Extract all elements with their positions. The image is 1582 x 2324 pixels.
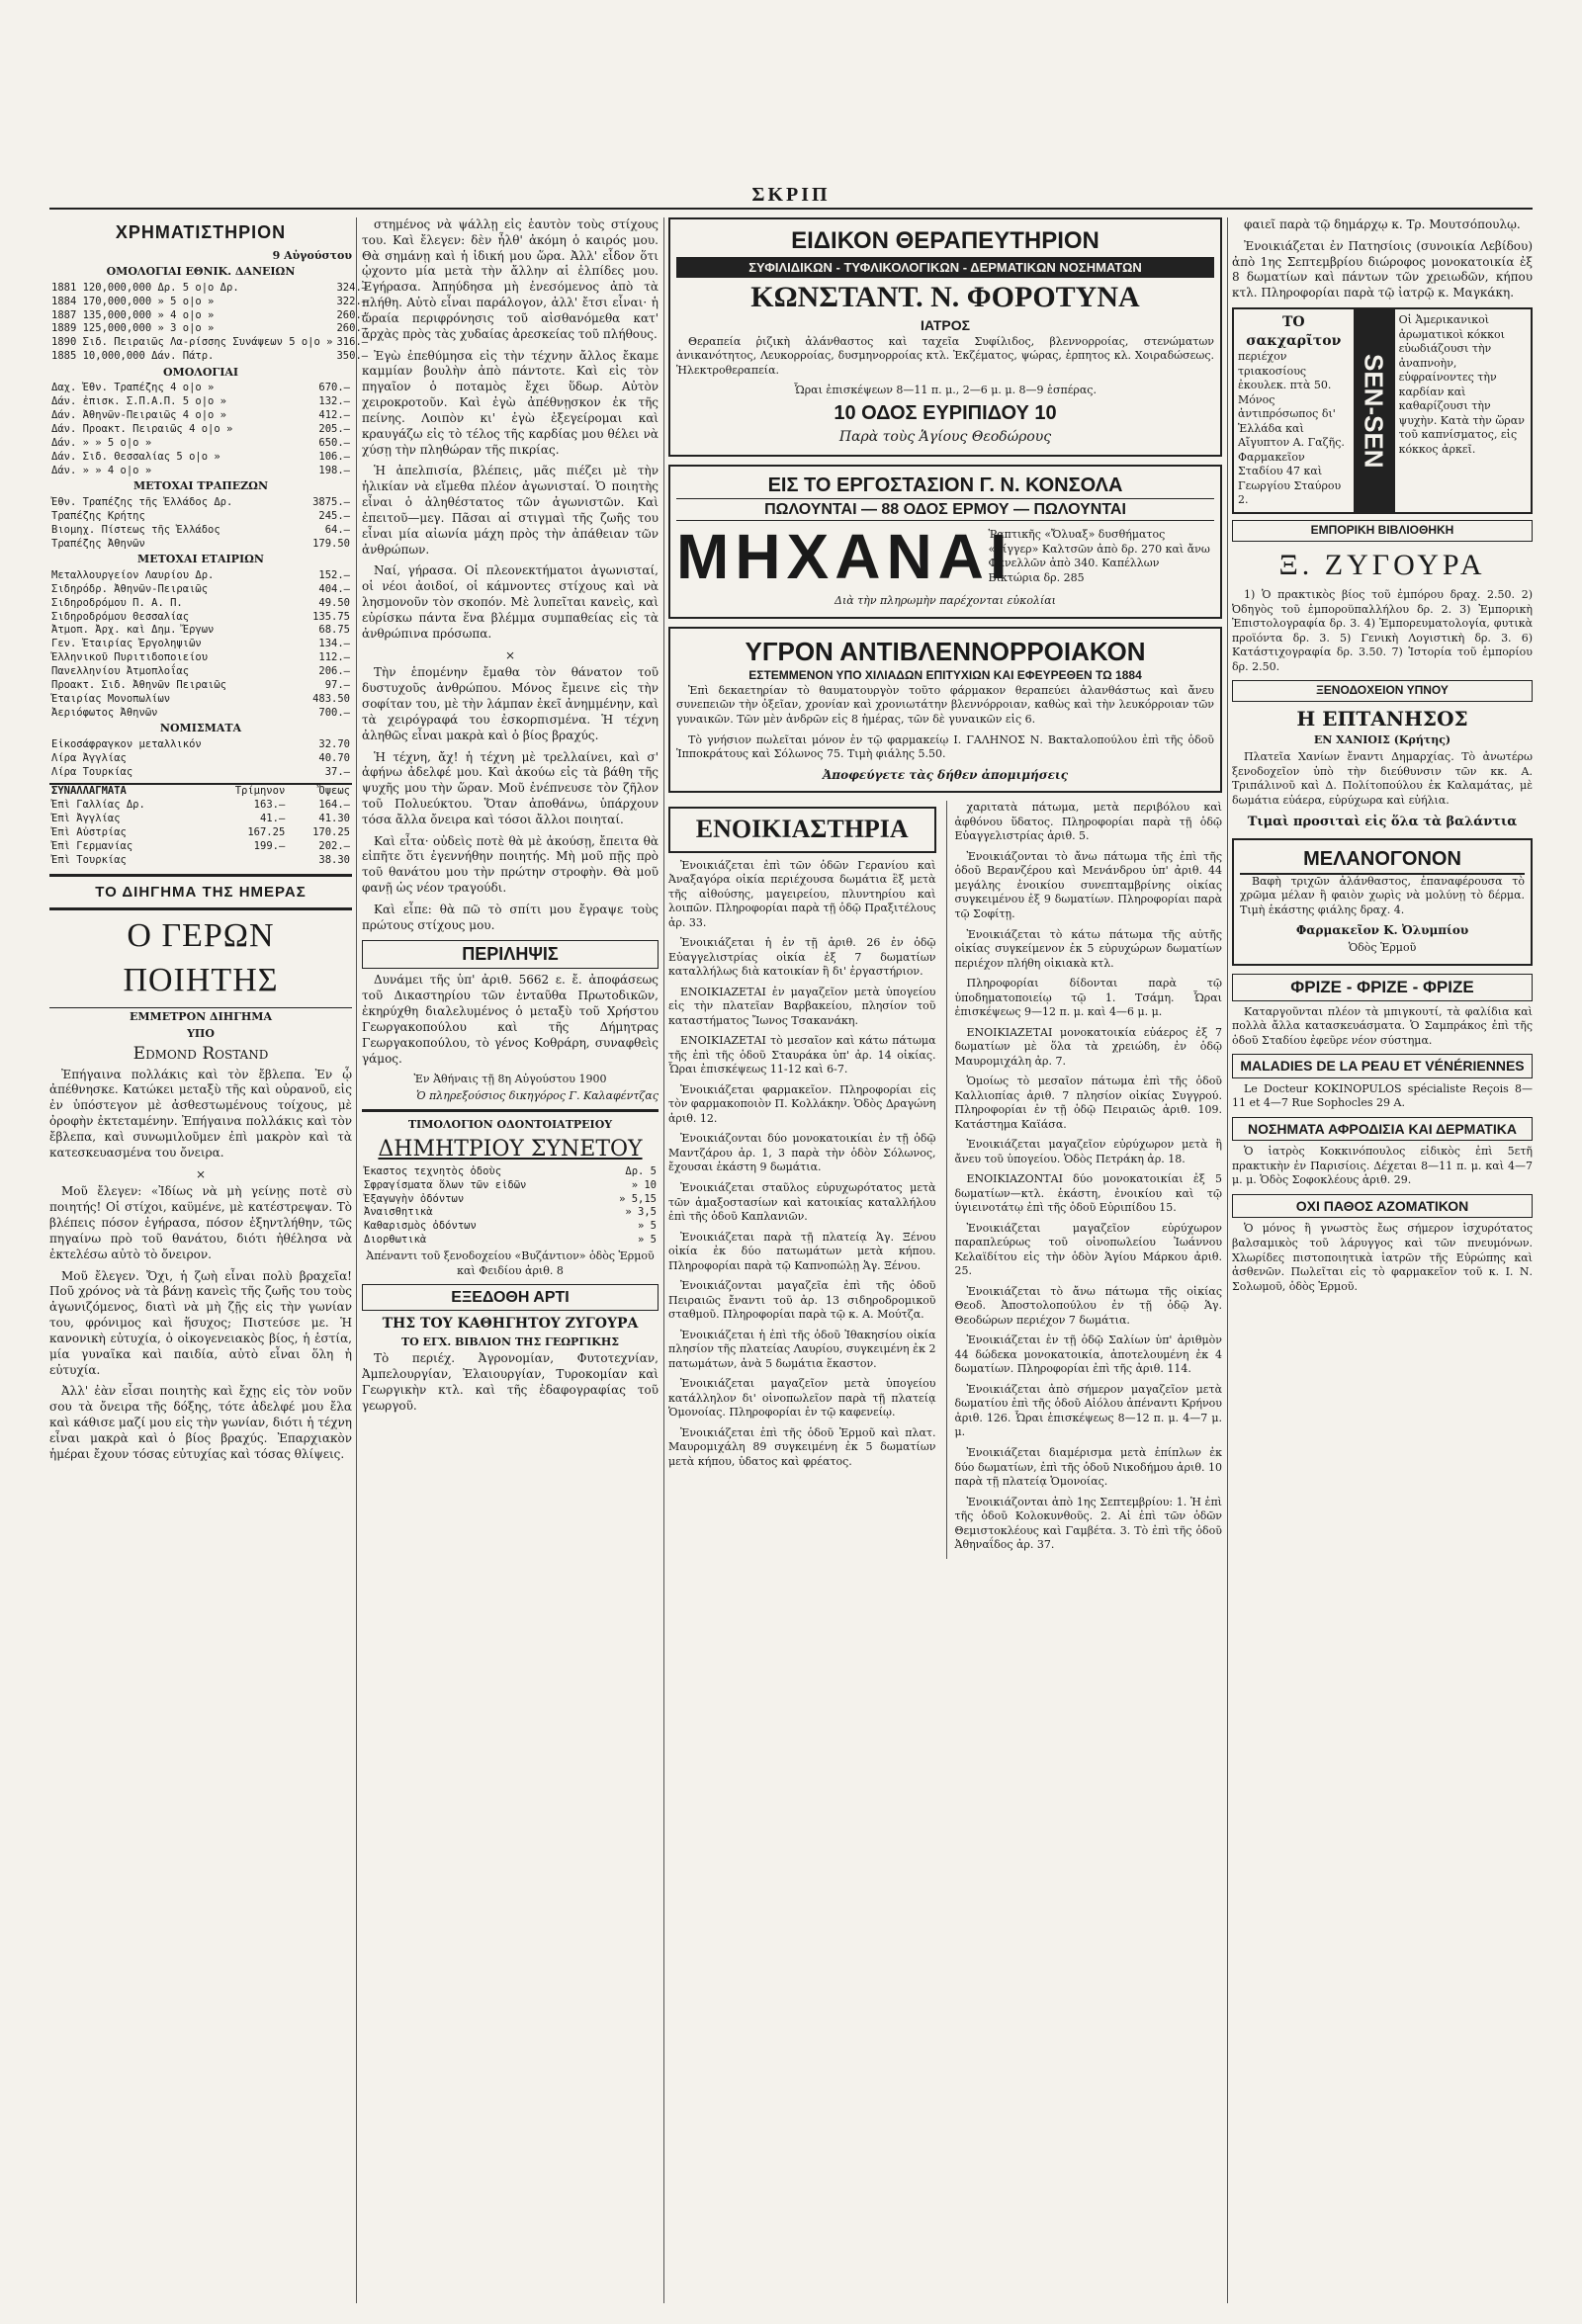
bond-row-cell: 670.— [318, 382, 350, 394]
hotel-name: Η ΕΠΤΑΝΗΣΟΣ [1296, 707, 1468, 732]
top-rule [49, 208, 1533, 210]
loan-row-cell: 260.— [336, 308, 369, 321]
ink-address: Ὁδὸς Ἑρμοῦ [1348, 940, 1417, 954]
bank-row-cell: 64.— [324, 523, 350, 536]
tariff-row-cell: » 5 [638, 1234, 657, 1247]
remedy-warning: Ἀποφεύγετε τὰς δήθεν ἀπομιμήσεις [822, 767, 1069, 782]
loan-row [49, 322, 370, 336]
clinic-ad [668, 217, 1222, 457]
loan-row [49, 309, 370, 323]
column-classifieds [1232, 217, 1533, 2303]
story-paragraph: Ἐγὼ ἐπεθύμησα εἰς τὴν τέχνην ἄλλος ἔκαμε καμμίαν βουλὴν ἀπὸ πάντοτε. Καὶ εἰς τὸν πηγαῖον ὁ ποταμὸς ἔχει ὕδωρ. Αὐτὸν χειροκροτοῦν. Καὶ ἐγὼ ἀπέθνῃσκον ἐκ τῆς πείνης. Λοιπὸν κι' ἐγὼ ἐξεγείρομαι καὶ κραυγάζω εἰς τὸ τέλος τῆς καρδίας μου θέλει νὰ χύσῃ τὴν πληθώραν τῆς πικρίας. [362, 348, 659, 457]
loan-row [49, 282, 370, 296]
tariff-row [362, 1206, 659, 1220]
loan-row-cell: 350.— [336, 350, 369, 363]
company-row-cell: 49.50 [318, 596, 350, 609]
rental-listing: Ὁμοίως τὸ μεσαῖον πάτωμα ἐπὶ τῆς ὁδοῦ Καλλιοπίας ἀριθ. 7 πλησίον οἰκίας Συγγρού. Πληροφορίαι ἐν τῇ ὁδῷ Πειραιῶς ἀριθ. 109. Κατάστημα Καϊάσα. [954, 1075, 1222, 1131]
rental-listing: ΕΝΟΙΚΙΑΖΕΤΑΙ μονοκατοικία εὐάερος ἐξ 7 δωματίων μὲ ὅλα τὰ χρειώδη, ἐν ὁδῷ Μαυρομιχάλη ἀρ. 7. [954, 1025, 1222, 1068]
exchange-row-cell [203, 854, 287, 868]
loan-row-cell: 1890 Σιδ. Πειραιῶς Λα-ρίσσης Συνάψεων 5 ο|ο » [51, 336, 333, 349]
tariff-row-cell: Ἀναισθητικὰ [364, 1206, 433, 1219]
story-title: Ο ΓΕΡΩΝ ΠΟΙΗΤΗΣ [49, 907, 352, 1008]
bond-row-cell: Δάν. ἐπισκ. Σ.Π.Α.Π. 5 ο|ο » [51, 395, 227, 408]
coin-row [49, 766, 352, 780]
company-row [49, 583, 352, 597]
loan-row-cell: 324.— [336, 281, 369, 294]
story-author: Edmond Rostand [132, 1044, 269, 1065]
company-row-cell: 134.— [318, 638, 350, 650]
company-row-cell: Σιδηροδρόμου Π. Α. Π. [51, 596, 183, 609]
sen-right-body: Οἱ Ἀμερικανικοὶ ἀρωματικοὶ κόκκοι εὐωδιάζουσι τὴν ἀναπνοὴν, εὐφραίνοντες τὴν καρδίαν καὶ καθαρίζουσι τὴν ψυχὴν. Κατὰ τὴν ὥραν τοῦ καπνίσματος, εἰς κόκκος ἀρκεῖ. [1398, 313, 1525, 456]
company-row [49, 707, 352, 721]
banks-table [49, 496, 352, 551]
clinic-body: Θεραπεία ῥιζικὴ ἀλάνθαστος καὶ ταχεῖα Συφίλιδος, βλεννορροίας, στενώματων ἀνικανότητος, Λευκορροίας, δυσμηνορροίας κτλ. Ἐκζέματος, ψώρας, ἑρπητος κλ. Χοιραδώσεως. Ἡλεκτροθεραπεία. [676, 334, 1214, 377]
coin-row-cell: 37.— [324, 765, 350, 778]
tariff-row [362, 1234, 659, 1248]
company-row-cell: 700.— [318, 706, 350, 719]
rental-listing: ΕΝΟΙΚΙΑΖΟΝΤΑΙ δύο μονοκατοικίαι ἐξ 5 δωματίων—κτλ. ἑκάστη, ἐνοικίου καὶ τῷ ὑγιεινοτάτῳ ἐπὶ τῆς ὁδοῦ Εὐριπίδου 15. [954, 1172, 1222, 1215]
company-row-cell: 152.— [318, 568, 350, 581]
asthma-body: Ὁ μόνος ἢ γνωστὸς ἔως σήμερον ἰσχυρότατος βαλσαμικὸς τοῦ λάρυγγος καὶ τῶν πνευμόνων. Χλωρίδες πιστοποιητικὰ ἰατρῶν τῆς Εὐρώπης καὶ ἀσθενῶν. Πωλεῖται εἰς τὸ φαρμακεῖον τοῦ κ. Ι. Ν. Σολωμοῦ, ὁδὸς Ἑρμοῦ. [1232, 1222, 1533, 1293]
sen-left-title: ΤΟ σακχαρῖτον [1246, 314, 1342, 349]
ink-pharmacy: Φαρμακεῖον Κ. Ὀλυμπίου [1295, 923, 1469, 938]
ink-title: ΜΕΛΑΝΟΓΟΝΟΝ [1240, 846, 1525, 874]
masthead-title: ΣΚΡΙΠ [751, 184, 831, 206]
bond-row [49, 423, 352, 437]
exchange-row [49, 813, 352, 826]
book-body: Τὸ περιέχ. Ἀγρονομίαν, Φυτοτεχνίαν, Ἀμπελουργίαν, Ἐλαιουργίαν, Τυροκομίαν καὶ Γεωργικὴν κτλ. καὶ τῆς ἐδαφογραφίας τοῦ γεωργοῦ. [362, 1351, 659, 1413]
tariff-row [362, 1193, 659, 1207]
rental-listing: Ἐνοικιάζεται ἐν τῇ ὁδῷ Σαλίων ὑπ' ἀριθμὸν 44 δώδεκα μονοκατοικία, ἀποτελουμένη ἐκ 4 δωματίων. Πληροφορίαι ἐπὶ τῆς ἀριθ. 114. [954, 1334, 1222, 1376]
company-row-cell: Γεν. Ἑταιρίας Ἐργοληψιῶν [51, 638, 202, 650]
rental-listing: Ἐνοικιάζεται ἀπὸ σήμερον μαγαζεῖον μετὰ δωματίου ἐπὶ τῆς ὁδοῦ Αἰόλου ἀπέναντι Κρήνου ἀριθ. 126. Ὧραι ἐπισκέψεως 8—12 π. μ. 4—7 μ. μ. [954, 1382, 1222, 1439]
bond-row-cell: Δάν. » » 5 ο|ο » [51, 436, 152, 449]
rental-listing: ΕΝΟΙΚΙΑΖΕΤΑΙ ἐν μαγαζεῖον μετὰ ὑπογείου εἰς τὴν πλατεῖαν Βαρβακείου, πλησίον τοῦ καταστήματος Ἴωνος Τσακανάκη. [668, 985, 936, 1027]
exchange-row-cell: Ἐπὶ Γαλλίας Δρ. [51, 799, 145, 812]
rental-listing: Ἐνοικιάζονται τὸ ἄνω πάτωμα τῆς ἐπὶ τῆς ὁδοῦ Βερανζέρου καὶ Μενάνδρου ὑπ' ἀριθ. 44 μεγάλης ἐνοικίου συνεπταμβρίνης οἰκίας συγκειμένου ἐξ 9 δωματίων. Πληροφορίαι παρὰ τῷ Σοφίτῃ. [954, 849, 1222, 920]
column-story-continued: στημένος νὰ ψάλλῃ εἰς ἑαυτὸν τοὺς στίχους του. Καὶ ἔλεγεν: δὲν ἦλθ' ἀκόμη ὁ καιρός μου. Θὰ σημάνῃ καὶ ἡ ἰδική μου ὥρα. Ἀλλ' εἶδον ὅτι ᾠχοντο μία μετὰ τὴν ἄλλην αἱ ἐλπίδες μου. Ἐγήρασα. Ἀπηύδησα μὴ ἐνεσόμενος ἀπὸ τὰ πλήθη. Αὐτὸ εἶναι παράλογον, ἀλλ' ἔτσι εἶναι· ἡ ὥραία περιφρόνησις τοῦ αἰσθανόμεθα κατ' ἀρχὰς πρὸς τὰς χυδαίας ἀρεσκείας τοῦ πλήθους. Ἐγὼ ἐπεθύμησα εἰς τὴν τέχνην ἄλλος ἔκαμε καμμίαν βουλὴν ἀπὸ πάντοτε. Καὶ εἰς τὸν πηγαῖον ὁ ποταμὸς ἔχει ὕδωρ. Αὐτὸν χειροκροτοῦν. Καὶ ἐγὼ ἀπέθνῃσκον ἐκ τῆς πείνης. Λοιπὸν κι' ἐγὼ ἐξεγείρομαι καὶ κραυγάζω εἰς τὸ τέλος τῆς καρδίας μου θέλει νὰ χύσῃ τὴν πληθώραν τῆς πικρίας. Ἡ ἀπελπισία, βλέπεις, μᾶς πιέζει μὲ τὴν ἡλικίαν νὰ εἴμεθα πλέον ἀγωνισταί. Ὁ ποιητὴς εἶναι ὁ ἀληθέστατος τῶν ἀγωνιστῶν. Καὶ ἐπειτοῦ—μεγ. Πᾶσαι αἱ στιγμαὶ τῆς ζωῆς του εἶναι μία αἰωνία μάχη πρὸς τὴν ἀπάθειαν τῶν ἀνθρώπων. Ναί, γήρασα. Οἱ πλεονεκτήματοι ἀγωνισταί, οἱ νέοι ἀοιδοί, οἱ κάμνοντες στίχους καὶ νὰ λησμονοῦν τὸν σκοπόν. Μὲ λυπεῖται κανεὶς, καὶ εὐρίσκω πάντα ἕνα βλέμμα συμπαθείας εἰς τὰ ἀνθρώπινα πρόσωπα. × Τὴν ἑπομένην ἔμαθα τὸν θάνατον τοῦ δυστυχοῦς ἀνθρώπου. Μόνος ἔμεινε εἰς τὴν σοφίταν του, μὲ τὴν λάμπαν ἐκεῖ ἀνημμένην, καὶ τὰ χειρόγραφά του ἐσκορπισμένα. Ἡ τέχνη ἀληθῶς εἶναι μακρὰ καὶ ὁ βίος βραχύς. Ἡ τέχνη, ἄχ! ἡ τέχνη μὲ τρελλαίνει, καὶ σ' ἀφήνω ἀδελφέ μου. Καὶ ἀκούω εἰς τὰ βάθη τῆς ψυχῆς μου τὴν ὥραν. Μοῦ ἐνέπνευσε τὸν ζῆλον τοῦ Πολυεύκτου. Ὅταν ἀποθάνω, ὑπάρχουν τόσα ἄλλα ὄνειρα καὶ τόσοι ἄλλοι ποιηταί. Καὶ εἶτα· οὐδεὶς ποτὲ θὰ μὲ ἀκούσῃ, ἔπειτα θὰ εἰπῆτε ὅτι ἐγεννήθην ποιητής. Μὴ μοῦ πῇς πρὸ τοῦ θανάτου μου τὴν πρώτην στροφὴν. Θὰ μοῦ φανῇ ὡς νέον τραγούδι. Καὶ εἶπε: θὰ πῶ τὸ σπίτι μου ἔγραψε τοὺς πρώτους στίχους μου. ΠΕΡΙΛΗΨΙΣ Δυνάμει τῆς ὑπ' ἀριθ. 5662 ε. ἔ. ἀποφάσεως τοῦ Δικαστηρίου τῶν ἐνταῦθα Πρωτοδικῶν, ἐκηρύχθη διαλελυμένος ὁ μεταξὺ τοῦ Χρήστου Γεωργακοπούλου καὶ τῆς Δήμητρας Γεωργακοπούλου, τὸ γένος Κοθράρη, συναφθεὶς γάμος. Ἐν Ἀθήναις τῇ 8η Αὐγούστου 1900 Ὁ πληρεξούσιος δικηγόρος Γ. Καλαφέντζας ΤΙΜΟΛΟΓΙΟΝ ΟΔΟΝΤΟΙΑΤΡΕΙΟΥ ΔΗΜΗΤΡΙΟΥ ΣΥΝΕΤΟΥ Ἐκαστος τεχνητὸς ὀδοὺς Δρ. 5 Σφραγίσματα ὅλων τῶν εἰδῶν » 10 Ἐξαγωγὴν ὀδόντων » 5,15 Ἀναισθητικὰ » 3,5 Καθαρισμὸς ὀδόντων » 5 Διορθωτικὰ » 5 Ἀπέναντι τοῦ ξενοδοχείου «Βυζάντιον» ὁδὸς Ἑρμοῦ καὶ Φειδίου ἀριθ. 8 ΕΞΕΔΟΘΗ ΑΡΤΙ ΤΗΣ ΤΟΥ ΚΑΘΗΓΗΤΟΥ ΖΥΓΟΥΡΑ ΤΟ ΕΓΧ. ΒΙΒΛΙΟΝ ΤΗΣ ΓΕΩΡΓΙΚΗΣ Τὸ περιέχ. Ἀγρονομίαν, Φυτοτεχνίαν, Ἀμπελουργίαν, Ἐλαιουργίαν, Τυροκομίαν καὶ Γεωργικὴν κτλ. καὶ τῆς ἐδαφογραφίας τοῦ γεωργοῦ. [362, 217, 659, 1413]
classified-text: Ἐνοικιάζεται ἐν Πατησίοις (συνοικία Λεβίδου) ἀπὸ 1ης Σεπτεμβρίου διώροφος μονοκατοικία ἐξ 8 δωματίων καὶ πάντων τῶν χρειωδῶν, κήπου κτλ. Πληροφορίαι παρὰ τῷ ἰατρῷ κ. Μαγκάκη. [1232, 238, 1533, 301]
remedy-title: ΥΓΡΟΝ ΑΝΤΙΒΛΕΝΝΟΡΡΟΙΑΚΟΝ [745, 636, 1146, 666]
book-title: ΤΗΣ ΤΟΥ ΚΑΘΗΓΗΤΟΥ ΖΥΓΟΥΡΑ [382, 1316, 639, 1333]
bond-row-cell: 106.— [318, 450, 350, 463]
classified-text: φαιεῖ παρὰ τῷ δημάρχῳ κ. Τρ. Μουτσόπουλῳ. [1244, 217, 1521, 231]
story-kicker: ΤΟ ΔΙΗΓΗΜΑ ΤΗΣ ΗΜΕΡΑΣ [95, 883, 307, 901]
bank-row [49, 524, 352, 538]
notice-title: ΠΕΡΙΛΗΨΙΣ [362, 940, 659, 970]
company-row-cell: Ἑταιρίας Μονοπωλίων [51, 692, 171, 705]
exchange-row-cell: 41.30 [318, 813, 350, 825]
column-divider [663, 217, 664, 2303]
story-paragraph: Καὶ εἶπε: θὰ πῶ τὸ σπίτι μου ἔγραψε τοὺς πρώτους στίχους μου. [362, 902, 659, 932]
maladies-title: MALADIES DE LA PEAU ET VÉNÉRIENNES [1232, 1054, 1533, 1077]
bond-row [49, 465, 352, 478]
tariff-row-cell: Ἐξαγωγὴν ὀδόντων [364, 1192, 465, 1205]
story-by: ΥΠΟ [187, 1026, 215, 1040]
company-row-cell: 112.— [318, 651, 350, 664]
hotel-footer: Τιμαὶ προσιταὶ εἰς ὅλα τὰ βαλάντια [1247, 815, 1518, 830]
bank-row [49, 496, 352, 510]
bond-row-cell: Δαχ. Ἐθν. Τραπέζης 4 ο|ο » [51, 382, 215, 394]
exchange-row-cell: Ἐπὶ Τουρκίας [51, 853, 127, 866]
exchange-row-cell: 202.— [318, 839, 350, 852]
bank-row-cell: Τραπέζης Ἀθηνῶν [51, 537, 145, 550]
bond-row [49, 437, 352, 451]
rental-listing: Ἐνοικιάζεται ἐπὶ τῶν ὁδῶν Γερανίου καὶ Ἀναξαγόρα οἰκία περιέχουσα δωμάτια ἓξ μετὰ τῆς αἰθούσης, μαγειρείου, πλυντηρίου καὶ λοιπῶν. Πληροφορίαι παρὰ τῇ ὁδῷ Πραξιτέλους ἀρ. 33. [668, 858, 936, 929]
loan-row [49, 296, 370, 309]
company-row [49, 611, 352, 625]
bond-row-cell: Δάν. Ἀθηνῶν-Πειραιῶς 4 ο|ο » [51, 409, 227, 422]
story-paragraph: Μοῦ ἔλεγεν. Ὄχι, ἡ ζωὴ εἶναι πολὺ βραχεῖα! Ποῦ χρόνος νὰ τὰ βάνῃ κανεὶς τῆς ζωῆς του τοὺς ἀγωνιζόμενος, διατὶ νὰ μὴ ζῇς εἰς τὴν γωνίαν του, φρόνιμος καὶ ἥσυχος; Πιστεύσε με. Ἡ κανονικὴ εὐτυχία, ὁ οἰκογενειακὸς βίος, ἡ ἑστία, μία γυναῖκα καὶ παιδία, αὐτὸ εἶναι ὅλη ἡ εὐτυχία. [49, 1268, 352, 1377]
frize-title: ΦΡΙΖΕ - ΦΡΙΖΕ - ΦΡΙΖΕ [1232, 974, 1533, 1001]
machines-footer: Διὰ τὴν πληρωμὴν παρέχονται εὐκολίαι [835, 594, 1056, 608]
company-row-cell: Ἑλληνικοῦ Πυριτιδοποιείου [51, 651, 209, 664]
loan-row-cell: 322.— [336, 295, 369, 307]
coins-table [49, 738, 352, 780]
machines-sell: ΠΩΛΟΥΝΤΑΙ — 88 ΟΔΟΣ ΕΡΜΟΥ — ΠΩΛΟΥΝΤΑΙ [676, 498, 1214, 521]
rentals-list-right [955, 801, 1223, 1552]
companies-title: ΜΕΤΟΧΑΙ ΕΤΑΙΡΙΩΝ [137, 553, 264, 566]
tariff-row-cell: Διορθωτικὰ [364, 1234, 427, 1247]
rental-listing: Ἐνοικιάζεται ἡ ἐπὶ τῆς ὁδοῦ Ἰθακησίου οἰκία πλησίον τῆς πλατείας Λαυρίου, συγκειμένη ἐκ 2 πατωμάτων, ἀνὰ 5 δωμάτια ἕκαστον. [668, 1328, 936, 1370]
story-paragraph: Ναί, γήρασα. Οἱ πλεονεκτήματοι ἀγωνισταί, οἱ νέοι ἀοιδοί, οἱ κάμνοντες στίχους καὶ νὰ λησμονοῦν τὸν σκοπόν. Μὲ λυπεῖται κανεὶς, καὶ εὐρίσκω πάντα ἕνα βλέμμα συμπαθείας εἰς τὰ ἀνθρώπινα πρόσωπα. [362, 563, 659, 641]
ink-ad [1232, 838, 1533, 965]
exchange-row-cell: 164.— [318, 799, 350, 812]
company-row-cell: 206.— [318, 664, 350, 677]
bond-row-cell: Δάν. Σιδ. Θεσσαλίας 5 ο|ο » [51, 450, 220, 463]
story-paragraph: Ἡ ἀπελπισία, βλέπεις, μᾶς πιέζει μὲ τὴν ἡλικίαν νὰ εἴμεθα πλέον ἀγωνισταί. Ὁ ποιητὴς εἶναι ὁ ἀληθέστατος τῶν ἀγωνιστῶν. Καὶ ἐπειτοῦ—μεγ. Πᾶσαι αἱ στιγμαὶ τῆς ζωῆς του εἶναι μία αἰωνία μάχη πρὸς τὴν ἀπάθειαν τῶν ἀνθρώπων. [362, 464, 659, 557]
column-divider [1227, 217, 1228, 2303]
bank-row-cell: Τραπέζης Κρήτης [51, 509, 145, 522]
company-row [49, 597, 352, 611]
story-paragraph: Καὶ εἶτα· οὐδεὶς ποτὲ θὰ μὲ ἀκούσῃ, ἔπειτα θὰ εἰπῆτε ὅτι ἐγεννήθην ποιητής. Μὴ μοῦ πῇς πρὸ τοῦ θανάτου μου τὴν πρώτην στροφὴν. Θὰ μοῦ φανῇ ὡς νέον τραγούδι. [362, 833, 659, 896]
bank-row-cell: Βιομηχ. Πίστεως τῆς Ἑλλάδος [51, 523, 220, 536]
company-row-cell: 68.75 [318, 624, 350, 637]
exchange-row [49, 840, 352, 854]
bonds-table [49, 382, 352, 477]
machines-title: ΕΙΣ ΤΟ ΕΡΓΟΣΤΑΣΙΟΝ Γ. Ν. ΚΟΝΣΟΛΑ [767, 473, 1123, 496]
hotel-place: ΕΝ ΧΑΝΙΟΙΣ (Κρήτης) [1313, 733, 1451, 747]
bond-row-cell: 132.— [318, 395, 350, 408]
bonds-title: ΟΜΟΛΟΓΙΑΙ [162, 365, 239, 379]
loan-row-cell: 260.— [336, 322, 369, 335]
loan-row-cell: 1881 120,000,000 Δρ. 5 ο|ο Δρ. [51, 281, 239, 294]
loan-row-cell: 1885 10,000,000 Δάν. Πάτρ. [51, 350, 215, 363]
exchange-row-cell: 41.— [259, 813, 286, 825]
book-kicker: ΕΞΕΔΟΘΗ ΑΡΤΙ [362, 1284, 659, 1311]
bookshop-title: ΕΜΠΟΡΙΚΗ ΒΙΒΛΙΟΘΗΚΗ [1232, 520, 1533, 542]
exchange-col-sight: Ὄψεως [318, 785, 350, 798]
masthead [0, 0, 1582, 217]
coin-row-cell: 40.70 [318, 751, 350, 764]
company-row [49, 679, 352, 693]
bond-row [49, 451, 352, 465]
loans-title: ΟΜΟΛΟΓΙΑΙ ΕΘΝΙΚ. ΔΑΝΕΙΩΝ [106, 265, 296, 279]
tariff-row-cell: » 5 [638, 1220, 657, 1233]
machines-body: Ῥαπτικῆς «Ὄλυαξ» δυσθήματος «Σίγγερ» Καλτσῶν ἀπὸ δρ. 270 καὶ ἄνω Φανελλῶν ἀπὸ 340. Καπέλλων Βικτώρια δρ. 285 [988, 528, 1210, 584]
sen-sen-ad [1232, 307, 1533, 514]
diseases-body: Ὁ ἰατρὸς Κοκκινόπουλος εἰδικὸς ἐπὶ 5ετῆ πρακτικὴν ἐν Παρισίοις. Δέχεται 8—11 π. μ. καὶ 4—7 μ. μ. Ὁδὸς Σοφοκλέους ἀριθ. 29. [1232, 1145, 1533, 1187]
tariff-row-cell: » 3,5 [625, 1206, 657, 1219]
tariff-row-cell: Καθαρισμὸς ὀδόντων [364, 1220, 477, 1233]
machines-big-word: ΜΗΧΑΝΑΙ [676, 521, 1013, 593]
bank-row-cell: 3875.— [312, 495, 350, 508]
stock-exchange-title: ΧΡΗΜΑΤΙΣΤΗΡΙΟΝ [115, 222, 287, 242]
bond-row-cell: 412.— [318, 409, 350, 422]
hotel-body: Πλατεῖα Χανίων ἔναντι Δημαρχίας. Τὸ ἀνωτέρω ξενοδοχεῖον ὑπὸ τὴν διεύθυνσιν τῶν κκ. Α. Τριπάλινοῦ καὶ Δ. Πολίτοπούλου ἐκ Καλαμάτας, μὲ δωμάτια εὐάερα, εὐρύχωρα καὶ εὐήλια. [1232, 750, 1533, 807]
bank-row-cell: Ἐθν. Τραπέζης τῆς Ἑλλάδος Δρ. [51, 495, 233, 508]
company-row-cell: Μεταλλουργείον Λαυρίου Δρ. [51, 568, 215, 581]
column-advertisements [668, 217, 1222, 2303]
company-row-cell: Πανελληνίου Ἀτμοπλοΐας [51, 664, 190, 677]
rentals-title: ΕΝΟΙΚΙΑΣΤΗΡΙΑ [668, 807, 936, 852]
coin-row [49, 752, 352, 766]
company-row-cell: 404.— [318, 582, 350, 595]
story-paragraph: Ἡ τέχνη, ἄχ! ἡ τέχνη μὲ τρελλαίνει, καὶ σ' ἀφήνω ἀδελφέ μου. Καὶ ἀκούω εἰς τὰ βάθη τῆς ψυχῆς μου τὴν ὥραν. Μοῦ ἐνέπνευσε τὸν ζῆλον τοῦ Πολυεύκτου. Ὅταν ἀποθάνω, ὑπάρχουν τόσα ἄλλα ὄνειρα καὶ τόσοι ἄλλοι ποιηταί. [362, 749, 659, 826]
rental-listing: Ἐνοικιάζεται διαμέρισμα μετὰ ἐπίπλων ἐκ δύο δωματίων, ἐπὶ τῆς ὁδοῦ Νικοδήμου ἀριθ. 10 παρὰ τῇ πλατείᾳ Ὁμονοίας. [954, 1446, 1222, 1489]
tariff-row-cell: » 10 [631, 1178, 657, 1191]
exchange-row-cell: 199.— [253, 839, 286, 852]
clinic-kicker: ΕΙΔΙΚΟΝ ΘΕΡΑΠΕΥΤΗΡΙΟΝ [791, 227, 1099, 254]
bond-row [49, 382, 352, 395]
sen-sen-mark: SEN-SEN [1354, 309, 1395, 512]
machines-ad [668, 465, 1222, 619]
company-row [49, 693, 352, 707]
coin-row-cell: Λίρα Τουρκίας [51, 765, 133, 778]
loan-row-cell: 316.— [336, 336, 369, 349]
rental-listing: Ἐνοικιάζεται ἡ ἐν τῇ ἀριθ. 26 ἐν ὁδῷ Εὐαγγελιστρίας οἰκία ἐξ 7 δωματίων καταλλήλως διὰ κατοικίαν ἢ δι' ἐργαστήριον. [668, 936, 936, 979]
rental-listing: Ἐνοικιάζεται παρὰ τῇ πλατείᾳ Ἁγ. Ξένου οἰκία ἐκ δύο πατωμάτων μετὰ κήπου. Πληροφορίαι παρὰ τῷ Καπνοπώλῃ Ἁγ. Ξένου. [668, 1230, 936, 1272]
bank-row [49, 510, 352, 524]
coins-title: ΝΟΜΙΣΜΑΤΑ [159, 722, 242, 735]
tariff-row [362, 1220, 659, 1234]
exchange-table [49, 783, 352, 867]
exchange-date: 9 Αὐγούστου [272, 248, 352, 262]
remedy-body: Ἐπὶ δεκαετηρίαν τὸ θαυματουργὸν τοῦτο φάρμακον θεραπεύει ἀλανθάστως καὶ ἄνευ συνεπειῶν τὴν ὀξεῖαν, χρονίαν καὶ χρονιωτάτην βλεννόρροιαν, καθὼς καὶ τὴν λευκόρροιαν τῶν γυναικῶν. Τῶν μὲν ἀνδρῶν εἰς 8 ἡμέρας, τῶν δὲ γυναικῶν εἰς 6. [676, 683, 1214, 726]
story-paragraph: Ἀλλ' ἐὰν εἶσαι ποιητὴς καὶ ἔχῃς εἰς τὸν νοῦν σου τὰ ὄνειρα τῆς δόξης, τότε ἀδελφέ μου ἔλα καὶ κάθισε μαζί μου εἰς τὴν γωνίαν, διότι ἡ τέχνη εἶναι μακρὰ καὶ ὁ βίος βραχύς. Ἐπαρχιακὸν ἡμέραι ἔχουν τόσας εὐτυχίας καὶ τόσας θλίψεις. [49, 1384, 352, 1461]
company-row-cell: Ἀεριόφωτος Ἀθηνῶν [51, 706, 158, 719]
bond-row [49, 395, 352, 409]
company-row [49, 651, 352, 665]
banks-title: ΜΕΤΟΧΑΙ ΤΡΑΠΕΖΩΝ [132, 479, 268, 493]
exchange-row [49, 799, 352, 813]
bond-row-cell: 205.— [318, 423, 350, 436]
rental-listing: ΕΝΟΙΚΙΑΖΕΤΑΙ τὸ μεσαῖον καὶ κάτω πάτωμα τῆς ἐπὶ τῆς ὁδοῦ Σταυράκα ὑπ' ἀρ. 14 οἰκίας. Ὧραι ἐπισκέψεως 11-12 καὶ 6-7. [668, 1034, 936, 1076]
rental-listing: Ἐνοικιάζεται τὸ ἄνω πάτωμα τῆς οἰκίας Θεοδ. Ἀποστολοπούλου ἐν τῇ ὁδῷ Ἁγ. Θεοδώρων περιέχον 7 δωμάτια. [954, 1284, 1222, 1327]
clinic-landmark: Παρὰ τοὺς Ἁγίους Θεοδώρους [838, 429, 1052, 446]
loan-row [49, 336, 370, 350]
rental-listing: Ἐνοικιάζεται ἐπὶ τῆς ὁδοῦ Ἐρμοῦ καὶ πλατ. Μαυρομιχάλη 89 συγκειμένη ἐκ 5 δωματίων μετὰ κήπου, ὑδατος καὶ φρέατος. [668, 1425, 936, 1468]
column-finance-story: ΧΡΗΜΑΤΙΣΤΗΡΙΟΝ 9 Αὐγούστου ΟΜΟΛΟΓΙΑΙ ΕΘΝΙΚ. ΔΑΝΕΙΩΝ 1881 120,000,000 Δρ. 5 ο|ο Δρ. 324.— 1884 170,000,000 » 5 ο|ο » 322.— 1887 135,000,000 » 4 ο|ο » 260.— 1889 125,000,000 » 3 ο|ο » 260.— 1890 Σιδ. Πειραιῶς Λα-ρίσσης Συνάψεων 5 ο|ο » 316.— 1885 10,000,000 Δάν. Πάτρ. 350.— ΟΜΟΛΟΓΙΑΙ Δαχ. Ἐθν. Τραπέζης 4 ο|ο » 670.— Δάν. ἐπισκ. Σ.Π.Α.Π. 5 ο|ο » 132.— Δάν. Ἀθηνῶν-Πειραιῶς 4 ο|ο » 412.— Δάν. Προακτ. Πειραιῶς 4 ο|ο » 205.— Δάν. » » 5 ο|ο » 650.— Δάν. Σιδ. Θεσσαλίας 5 ο|ο » 106.— Δάν. » » 4 ο|ο » 198.— ΜΕΤΟΧΑΙ ΤΡΑΠΕΖΩΝ Ἐθν. Τραπέζης τῆς Ἑλλάδος Δρ. 3875.— Τραπέζης Κρήτης 245.— Βιομηχ. Πίστεως τῆς Ἑλλάδος 64.— Τραπέζης Ἀθηνῶν 179.50 ΜΕΤΟΧΑΙ ΕΤΑΙΡΙΩΝ Μεταλλουργείον Λαυρίου Δρ. 152.— Σιδηρόδρ. Ἀθηνῶν-Πειραιῶς 404.— Σιδηροδρόμου Π. Α. Π. 49.50 Σιδηροδρόμου Θεσσαλίας 135.75 Ἀτμοπ. Ἀρχ. καὶ Δημ. Ἔργων 68.75 Γεν. Ἑταιρίας Ἐργοληψιῶν 134.— Ἑλληνικοῦ Πυριτιδοποιείου 112.— Πανελληνίου Ἀτμοπλοΐας 206.— Προακτ. Σιδ. Ἀθηνῶν Πειραιῶς 97.— Ἑταιρίας Μονοπωλίων 483.50 Ἀεριόφωτος Ἀθηνῶν 700.— ΝΟΜΙΣΜΑΤΑ Εἰκοσάφραγκον μεταλλικόν 32.70 Λίρα Ἀγγλίας 40.70 Λίρα Τουρκίας 37.— ΣΥΝΑΛΛΑΓΜΑΤΑ Τρίμηνον Ὄψεως Ἐπὶ Γαλλίας Δρ. 163.— 164.— Ἐπὶ Ἀγγλίας 41.— 41.30 Ἐπὶ Αὐστρίας 167.25 170.25 Ἐπὶ Γερμανίας 199.— 202.— Ἐπὶ Τουρκίας 38.30 ΤΟ ΔΙΗΓΗΜΑ ΤΗΣ ΗΜΕΡΑΣ Ο ΓΕΡΩΝ ΠΟΙΗΤΗΣ ΕΜΜΕΤΡΟΝ ΔΙΗΓΗΜΑ ΥΠΟ Edmond Rostand Ἐπήγαινα πολλάκις καὶ τὸν ἔβλεπα. Ἐν ᾧ ἀπέθνησκε. Κατώκει μεταξὺ τῆς καὶ οὐρανοῦ, εἰς ἐν ὑπόστεγον μὲ ἀσθεστωμένους τοίχους, μὲ ὀροφὴν ἐκτεταμένην. Ἐπήγαινα πολλάκις καὶ τὸν ἔβλεπα, καὶ συνωμιλοῦμεν ἐπὶ μακρὸν καὶ τὰ κατεσκευασμένα του ὄνειρα. × Μοῦ ἔλεγεν: «Ἰδίως νὰ μὴ γείνῃς ποτὲ σὺ ποιητής! Οἱ στίχοι, καϋμένε, μὲ κατέστρεψαν. Τὸ βλέπεις πόσον ἐγήρασα, πόσον ἐξηντλήθην, τῶς πηγαίνω πρὸ τοῦ θανάτου, διότι ἠθέλησα νὰ ἐκτελέσω αὐτὸ τὸ ὄνειρον. Μοῦ ἔλεγεν. Ὄχι, ἡ ζωὴ εἶναι πολὺ βραχεῖα! Ποῦ χρόνος νὰ τὰ βάνῃ κανεὶς τῆς ζωῆς του τοὺς ἀγωνιζόμενος, διατὶ νὰ μὴ ζῇς εἰς τὴν γωνίαν του, φρόνιμος καὶ ἥσυχος; Πιστεύσε με. Ἡ κανονικὴ εὐτυχία, ὁ οἰκογενειακὸς βίος, ἡ ἑστία, μία γυναῖκα καὶ παιδία, αὐτὸ εἶναι ὅλη ἡ εὐτυχία. Ἀλλ' ἐὰν εἶσαι ποιητὴς καὶ ἔχῃς εἰς τὸν νοῦν σου τὰ ὄνειρα τῆς δόξης, τότε ἀδελφέ μου ἔλα καὶ κάθισε μαζί μου εἰς τὴν γωνίαν, διότι ἡ τέχνη εἶναι μακρὰ καὶ ὁ βίος βραχύς. Ἐπαρχιακὸν ἡμέραι ἔχουν τόσας εὐτυχίας καὶ τόσας θλίψεις. [49, 222, 369, 1461]
exchange-row-cell: 167.25 [247, 826, 286, 839]
rental-listing: Ἐνοικιάζεται φαρμακεῖον. Πληροφορίαι εἰς τὸν φαρμακοποιὸν Π. Κολλάκην. Ὁδὸς Δραγώνη ἀριθ. 12. [668, 1082, 936, 1125]
tariff-row-cell: Σφραγίσματα ὅλων τῶν εἰδῶν [364, 1178, 527, 1191]
tariff-address: Ἀπέναντι τοῦ ξενοδοχείου «Βυζάντιον» ὁδὸς Ἑρμοῦ καὶ Φειδίου ἀριθ. 8 [366, 1249, 655, 1277]
company-row [49, 665, 352, 679]
loan-row [49, 350, 370, 364]
rental-listing: Ἐνοικιάζονται μαγαζεῖα ἐπὶ τῆς ὁδοῦ Πειραιῶς ἔναντι τοῦ ἀρ. 13 σιδηροδρομικοῦ σταθμοῦ. Πληροφορίαι παρὰ τῷ κ. Α. Μούτζα. [668, 1279, 936, 1322]
rental-listing: Ἐνοικιάζεται μαγαζεῖον εὐρύχωρον μετὰ ἢ ἄνευ τοῦ ὑπογείου. Ὁδὸς Πετράκη ἀρ. 18. [954, 1138, 1222, 1165]
clinic-role: ΙΑΤΡΟΣ [920, 317, 971, 334]
rental-listing: Ἐνοικιάζεται μαγαζεῖον εὐρύχωρον παραπλεύρως τοῦ οἰνοπωλείου Ἰωάννου Κελαϊδίτου εἰς τὴν ὁδὸν Ἁγίου Μάρκου ἀριθ. 25. [954, 1221, 1222, 1278]
bond-row-cell: Δάν. » » 4 ο|ο » [51, 464, 152, 476]
tariff-row [362, 1165, 659, 1179]
exchange-row-cell: 170.25 [312, 826, 350, 839]
notice-signature: Ὁ πληρεξούσιος δικηγόρος Γ. Καλαφέντζας [416, 1088, 659, 1102]
rental-listing: Ἐνοικιάζονται ἀπὸ 1ης Σεπτεμβρίου: 1. Ἡ ἐπὶ τῆς ὁδοῦ Κολοκυνθοῦς. 2. Αἱ ἐπὶ τῶν ὁδῶν Θεμιστοκλέους καὶ Γαμβέτα. 3. Τὸ ἐπὶ τῆς ὁδοῦ Ἀθηναΐδος ἀρ. 37. [954, 1495, 1222, 1552]
loans-table [49, 282, 370, 364]
tariff-table [362, 1165, 659, 1248]
companies-table [49, 569, 352, 720]
bookshop-body: 1) Ὁ πρακτικὸς βίος τοῦ ἐμπόρου δραχ. 2.50. 2) Ὀδηγὸς τοῦ ἐμποροϋπαλλήλου δρ. 2. 3) Ἐμπορικὴ Ἐπιστολογραφία δρ. 3. 4) Ἐμπορευματολογία, φυτικὰ προϊόντα δρ. 3. 5) Γενικὴ Λογιστικὴ δρ. 3. 6) Κατάστιχογραφία δρ. 3.50. 7) Ἱστορία τοῦ ἐμπορίου δρ. 2.50. [1232, 588, 1533, 673]
rentals-list-left [668, 859, 936, 1470]
column-divider [356, 217, 357, 2303]
bank-row [49, 538, 352, 552]
coin-row [49, 738, 352, 752]
bank-row-cell: 245.— [318, 509, 350, 522]
rental-listing: Ἐνοικιάζεται τὸ κάτω πάτωμα τῆς αὐτῆς οἰκίας συγκείμενον ἐκ 5 εὐρυχώρων δωματίων περιέχον πλήθη οἰκιακὰ κτλ. [954, 927, 1222, 970]
clinic-address: 10 ΟΔΟΣ ΕΥΡΙΠΙΔΟΥ 10 [834, 401, 1057, 424]
notice-date: Ἐν Ἀθήναις τῇ 8η Αὐγούστου 1900 [413, 1073, 607, 1086]
ink-body: Βαφὴ τριχῶν ἀλάνθαστος, ἐπαναφέρουσα τὸ χρῶμα μέλαν ἢ φαιὸν χωρὶς νὰ μολύνῃ τὸ δέρμα. Τιμὴ ἑκάστης φιάλης δραχ. 4. [1240, 874, 1525, 916]
exchange-row-cell: Ἐπὶ Γερμανίας [51, 839, 133, 852]
company-row-cell: Προακτ. Σιδ. Ἀθηνῶν Πειραιῶς [51, 678, 227, 691]
company-row [49, 624, 352, 638]
exchange-row-cell: Ἐπὶ Ἀγγλίας [51, 813, 121, 825]
rental-listing: Πληροφορίαι δίδονται παρὰ τῷ ὑποδηματοποιείῳ τῷ 1. Τσάμη. Ὧραι ἐπισκέψεως 9—12 π. μ. καὶ 4—6 μ. μ. [954, 977, 1222, 1019]
story-subtitle: ΕΜΜΕΤΡΟΝ ΔΙΗΓΗΜΑ [129, 1010, 273, 1024]
company-row-cell: 483.50 [312, 692, 350, 705]
company-row-cell: 97.— [324, 678, 350, 691]
hotel-title: ΞΕΝΟΔΟΧΕΙΟΝ ΥΠΝΟΥ [1232, 680, 1533, 702]
company-row-cell: 135.75 [312, 610, 350, 623]
tariff-row-cell: Δρ. 5 [625, 1164, 657, 1177]
bank-row-cell: 179.50 [312, 537, 350, 550]
remedy-pharmacy: Τὸ γνήσιον πωλεῖται μόνον ἐν τῷ φαρμακείῳ Ι. ΓΑΛΗΝΟΣ Ν. Βακταλοπούλου ἐπὶ τῆς ὁδοῦ Ἱπποκράτους καὶ Σόλωνος 75. Τιμὴ φιάλης 5.50. [676, 732, 1214, 761]
remedy-subtitle: ΕΣΤΕΜΜΕΝΟΝ ΥΠΟ ΧΙΛΙΑΔΩΝ ΕΠΙΤΥΧΙΩΝ ΚΑΙ ΕΦΕΥΡΕΘΕΝ ΤΩ 1884 [748, 668, 1142, 683]
tariff-kicker: ΤΙΜΟΛΟΓΙΟΝ ΟΔΟΝΤΟΙΑΤΡΕΙΟΥ [407, 1118, 613, 1132]
rental-listing: χαριτατὰ πάτωμα, μετὰ περιβόλου καὶ ἀφθόνου ὕδατος. Πληροφορίαι παρὰ τῇ ὁδῷ Εὐαγγελιστρίας ἀριθ. 5. [954, 801, 1222, 843]
tariff-title: ΔΗΜΗΤΡΙΟΥ ΣΥΝΕΤΟΥ [378, 1136, 643, 1162]
coin-row-cell: Λίρα Ἀγγλίας [51, 751, 127, 764]
notice-body: Δυνάμει τῆς ὑπ' ἀριθ. 5662 ε. ἔ. ἀποφάσεως τοῦ Δικαστηρίου τῶν ἐνταῦθα Πρωτοδικῶν, ἐκηρύχθη διαλελυμένος ὁ μεταξὺ τοῦ Χρήστου Γεωργακοπούλου καὶ τῆς Δήμητρας Γεωργακοπούλου, τὸ γένος Κοθράρη, συναφθεὶς γάμος. [362, 973, 659, 1066]
tariff-row-cell: Ἐκαστος τεχνητὸς ὀδοὺς [364, 1164, 502, 1177]
tariff-row [362, 1179, 659, 1193]
company-row-cell: Σιδηρόδρ. Ἀθηνῶν-Πειραιῶς [51, 582, 209, 595]
loan-row-cell: 1889 125,000,000 » 3 ο|ο » [51, 322, 215, 335]
company-row-cell: Σιδηροδρόμου Θεσσαλίας [51, 610, 190, 623]
story-paragraph: Μοῦ ἔλεγεν: «Ἰδίως νὰ μὴ γείνῃς ποτὲ σὺ ποιητής! Οἱ στίχοι, καϋμένε, μὲ κατέστρεψαν. Τὸ βλέπεις πόσον ἐγήρασα, πόσον ἐξηντλήθην, τῶς πηγαίνω πρὸ τοῦ θανάτου, διότι ἠθέλησα νὰ ἐκτελέσω αὐτὸ τὸ ὄνειρον. [49, 1184, 352, 1261]
clinic-doctor: ΚΩΝΣΤΑΝΤ. Ν. ΦΟΡΟΤΥΝΑ [750, 280, 1140, 313]
loan-row-cell: 1887 135,000,000 » 4 ο|ο » [51, 308, 215, 321]
exchange-row-cell: Ἐπὶ Αὐστρίας [51, 826, 127, 839]
book-subtitle: ΤΟ ΕΓΧ. ΒΙΒΛΙΟΝ ΤΗΣ ΓΕΩΡΓΙΚΗΣ [401, 1334, 619, 1348]
asthma-title: ΟΧΙ ΠΑΘΟΣ ΑΖΟΜΑΤΙΚΟΝ [1232, 1194, 1533, 1218]
exchange-row-cell: 163.— [253, 799, 286, 812]
exchange-title: ΣΥΝΑΛΛΑΓΜΑΤΑ [51, 785, 127, 798]
exchange-row [49, 854, 352, 868]
rental-listing: Ἐνοικιάζεται μαγαζεῖον μετὰ ὑπογείου κατάλληλον δι' οἰνοπωλεῖον παρὰ τῇ πλατείᾳ Ὁμονοίας. Πληροφορίαι ἐν τῷ καφενείῳ. [668, 1377, 936, 1420]
story-paragraph: Ἐπήγαινα πολλάκις καὶ τὸν ἔβλεπα. Ἐν ᾧ ἀπέθνησκε. Κατώκει μεταξὺ τῆς καὶ οὐρανοῦ, εἰς ἐν ὑπόστεγον μὲ ἀσθεστωμένους τοίχους, μὲ ὀροφὴν ἐκτεταμένην. Ἐπήγαινα πολλάκις καὶ τὸν ἔβλεπα, καὶ συνωμιλοῦμεν ἐπὶ μακρὸν καὶ τὰ κατεσκευασμένα του ὄνειρα. [49, 1067, 352, 1160]
maladies-body: Le Docteur KOKINOPULOS spécialiste Reçois 8—11 et 4—7 Rue Sophocles 29 A. [1232, 1081, 1533, 1110]
rental-listing: Ἐνοικιάζεται σταῦλος εὐρυχωρότατος μετὰ τῶν ἀμαξοστασίων καὶ κατοικίας καταλλήλου ἐπὶ τῆς ὁδοῦ Καπλανιῶν. [668, 1181, 936, 1224]
rental-listing: Ἐνοικιάζονται δύο μονοκατοικίαι ἐν τῇ ὁδῷ Μαντζάρου ἀρ. 1, 3 παρὰ τὴν ὁδὸν Σόλωνος, ἔχουσαι ἑκάστη 9 δωμάτια. [668, 1132, 936, 1174]
coin-row-cell: 32.70 [318, 737, 350, 750]
bond-row [49, 409, 352, 423]
exchange-row [49, 826, 352, 840]
tariff-row-cell: » 5,15 [619, 1192, 657, 1205]
company-row [49, 569, 352, 583]
bond-row-cell: Δάν. Προακτ. Πειραιῶς 4 ο|ο » [51, 423, 233, 436]
clinic-hours: Ὧραι ἐπισκέψεων 8—11 π. μ., 2—6 μ. μ. 8—9 ἑσπέρας. [794, 384, 1097, 397]
bookshop-name: Ξ. ΖΥΓΟΥΡΑ [1278, 548, 1486, 581]
bond-row-cell: 650.— [318, 436, 350, 449]
sen-left-body: περιέχον τριακοσίους ἐκουλεκ. πτὰ 50. Μόνος ἀντιπρόσωπος δι' Ἑλλάδα καὶ Αἴγυπτον Α. Γαζῆς. Φαρμακεῖον Σταδίου 47 καὶ Γεωργίου Σταύρου 2. [1238, 350, 1345, 507]
bond-row-cell: 198.— [318, 464, 350, 476]
company-row [49, 638, 352, 651]
coin-row-cell: Εἰκοσάφραγκον μεταλλικόν [51, 737, 202, 750]
diseases-title: ΝΟΣΗΜΑΤΑ ΑΦΡΟΔΙΣΙΑ ΚΑΙ ΔΕΡΜΑΤΙΚΑ [1232, 1117, 1533, 1141]
remedy-ad [668, 627, 1222, 794]
exchange-row-cell: 38.30 [318, 853, 350, 866]
frize-body: Καταργοῦνται πλέον τὰ μπιγκουτί, τὰ φαλίδια καὶ πολλὰ ἄλλα κατασκευάσματα. Ὁ Σαμπράκος ἐπὶ τῆς ὁδοῦ Σταδίου ἐφεῦρε νέον σύστημα. [1232, 1004, 1533, 1047]
story-paragraph: στημένος νὰ ψάλλῃ εἰς ἑαυτὸν τοὺς στίχους του. Καὶ ἔλεγεν: δὲν ἦλθ' ἀκόμη ὁ καιρός μου. Θὰ σημάνῃ καὶ ἡ ἰδική μου ὥρα. Ἀλλ' εἶδον ὅτι ᾠχοντο μία μετὰ τὴν ἄλλην αἱ ἐλπίδες μου. Ἐγήρασα. Ἀπηύδησα μὴ ἐνεσόμενος ἀπὸ τὰ πλήθη. Αὐτὸ εἶναι παράλογον, ἀλλ' ἔτσι εἶναι· ἡ ὥραία περιφρόνησις τοῦ αἰσθανόμεθα κατ' ἀρχὰς πρὸς τὰς χυδαίας ἀρεσκείας τοῦ πλήθους. [362, 217, 659, 341]
story-paragraph: Τὴν ἑπομένην ἔμαθα τὸν θάνατον τοῦ δυστυχοῦς ἀνθρώπου. Μόνος ἔμεινε εἰς τὴν σοφίταν του, μὲ τὴν λάμπαν ἐκεῖ ἀνημμένην, καὶ τὰ χειρόγραφά του ἐσκορπισμένα. Ἡ τέχνη ἀληθῶς εἶναι μακρὰ καὶ ὁ βίος βραχύς. [362, 665, 659, 742]
loan-row-cell: 1884 170,000,000 » 5 ο|ο » [51, 295, 215, 307]
exchange-col-3m: Τρίμηνον [234, 785, 286, 798]
company-row-cell: Ἀτμοπ. Ἀρχ. καὶ Δημ. Ἔργων [51, 624, 215, 637]
clinic-specialty: ΣΥΦΙΛΙΔΙΚΩΝ - ΤΥΦΛΙΚΟΛΟΓΙΚΩΝ - ΔΕΡΜΑΤΙΚΩΝ ΝΟΣΗΜΑΤΩΝ [676, 257, 1214, 278]
